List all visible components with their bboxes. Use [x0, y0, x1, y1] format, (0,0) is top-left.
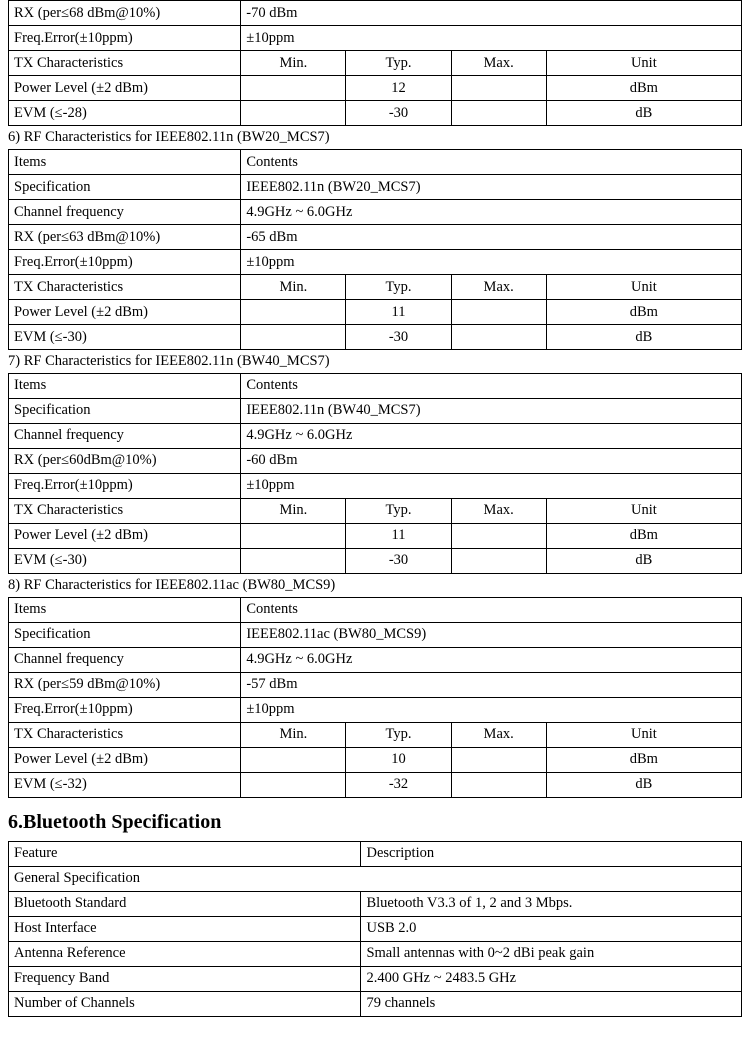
table-header-row: [9, 51, 742, 76]
row-value: IEEE802.11ac (BW80_MCS9): [241, 622, 742, 647]
cell-min: [241, 523, 346, 548]
table-row: [9, 866, 742, 891]
cell-unit: dB: [546, 101, 741, 126]
row-label: RX (per≤68 dBm@10%): [9, 1, 241, 26]
rf-table-11n-bw40: [8, 373, 742, 574]
row-value: Small antennas with 0~2 dBi peak gain: [361, 941, 742, 966]
table-row: [9, 966, 742, 991]
table-row: [9, 101, 742, 126]
section-heading-7: 7) RF Characteristics for IEEE802.11n (BW40_MCS7): [8, 352, 330, 369]
row-label: Items: [9, 597, 241, 622]
row-label: Bluetooth Standard: [9, 891, 361, 916]
row-value: Contents: [241, 149, 742, 174]
column-header-min: Min.: [241, 51, 346, 76]
table-row: [9, 448, 742, 473]
row-value: Contents: [241, 373, 742, 398]
table-header-row: [9, 373, 742, 398]
cell-typ: -30: [346, 548, 451, 573]
table-row: [9, 324, 742, 349]
table-row: [9, 249, 742, 274]
row-label: EVM (≤-32): [9, 772, 241, 797]
row-value: 79 channels: [361, 991, 742, 1016]
cell-min: [241, 747, 346, 772]
table-row: [9, 224, 742, 249]
cell-min: [241, 76, 346, 101]
table-row: [9, 1, 742, 26]
cell-max: [451, 772, 546, 797]
table-row: [9, 76, 742, 101]
rf-table-11n-bw20: [8, 149, 742, 350]
row-value: -65 dBm: [241, 224, 742, 249]
row-label: Power Level (±2 dBm): [9, 523, 241, 548]
row-label: Freq.Error(±10ppm): [9, 697, 241, 722]
row-label: RX (per≤63 dBm@10%): [9, 224, 241, 249]
row-label: EVM (≤-28): [9, 101, 241, 126]
column-header-unit: Unit: [546, 722, 741, 747]
row-value: -70 dBm: [241, 1, 742, 26]
column-header-min: Min.: [241, 498, 346, 523]
row-label: Channel frequency: [9, 647, 241, 672]
row-label: Number of Channels: [9, 991, 361, 1016]
table-row: [9, 199, 742, 224]
table-row: [9, 473, 742, 498]
row-label: EVM (≤-30): [9, 548, 241, 573]
cell-max: [451, 101, 546, 126]
row-label: Power Level (±2 dBm): [9, 76, 241, 101]
cell-unit: dB: [546, 324, 741, 349]
table-header-row: [9, 149, 742, 174]
column-header-typ: Typ.: [346, 51, 451, 76]
row-label: Channel frequency: [9, 423, 241, 448]
row-label: Frequency Band: [9, 966, 361, 991]
cell-typ: 12: [346, 76, 451, 101]
table-row: [9, 672, 742, 697]
cell-min: [241, 548, 346, 573]
tx-characteristics-label: TX Characteristics: [9, 722, 241, 747]
row-value: ±10ppm: [241, 697, 742, 722]
row-value: -57 dBm: [241, 672, 742, 697]
cell-unit: dBm: [546, 76, 741, 101]
column-header-feature: Feature: [9, 841, 361, 866]
row-label: Items: [9, 373, 241, 398]
row-value: ±10ppm: [241, 249, 742, 274]
row-value: Contents: [241, 597, 742, 622]
row-label: Power Level (±2 dBm): [9, 747, 241, 772]
table-row: [9, 941, 742, 966]
cell-min: [241, 772, 346, 797]
row-value: 4.9GHz ~ 6.0GHz: [241, 647, 742, 672]
row-value: 4.9GHz ~ 6.0GHz: [241, 423, 742, 448]
column-header-max: Max.: [451, 274, 546, 299]
cell-typ: -30: [346, 101, 451, 126]
tx-characteristics-label: TX Characteristics: [9, 498, 241, 523]
table-row: [9, 26, 742, 51]
row-label: RX (per≤59 dBm@10%): [9, 672, 241, 697]
row-label: Channel frequency: [9, 199, 241, 224]
cell-typ: 11: [346, 523, 451, 548]
row-value: IEEE802.11n (BW20_MCS7): [241, 174, 742, 199]
section-heading-6: 6) RF Characteristics for IEEE802.11n (BW20_MCS7): [8, 129, 330, 145]
row-label: Power Level (±2 dBm): [9, 299, 241, 324]
table-row: [9, 523, 742, 548]
cell-unit: dBm: [546, 747, 741, 772]
table-row: [9, 647, 742, 672]
row-value: IEEE802.11n (BW40_MCS7): [241, 398, 742, 423]
row-label: EVM (≤-30): [9, 324, 241, 349]
row-label: Freq.Error(±10ppm): [9, 26, 241, 51]
cell-unit: dB: [546, 772, 741, 797]
table-header-row: [9, 597, 742, 622]
rf-table-continued: [8, 0, 742, 126]
table-row: [9, 548, 742, 573]
column-header-typ: Typ.: [346, 498, 451, 523]
row-value: Bluetooth V3.3 of 1, 2 and 3 Mbps.: [361, 891, 742, 916]
cell-max: [451, 324, 546, 349]
cell-unit: dB: [546, 548, 741, 573]
row-label: Antenna Reference: [9, 941, 361, 966]
cell-max: [451, 299, 546, 324]
column-header-max: Max.: [451, 51, 546, 76]
column-header-unit: Unit: [546, 498, 741, 523]
row-label: Specification: [9, 174, 241, 199]
cell-min: [241, 101, 346, 126]
tx-characteristics-label: TX Characteristics: [9, 274, 241, 299]
bluetooth-spec-table: [8, 841, 742, 1017]
table-header-row: [9, 722, 742, 747]
table-row: [9, 299, 742, 324]
column-header-max: Max.: [451, 498, 546, 523]
cell-typ: 11: [346, 299, 451, 324]
row-value: ±10ppm: [241, 26, 742, 51]
row-value: ±10ppm: [241, 473, 742, 498]
column-header-typ: Typ.: [346, 274, 451, 299]
table-row: [9, 423, 742, 448]
table-row: [9, 398, 742, 423]
section-heading-8: 8) RF Characteristics for IEEE802.11ac (BW80_MCS9): [8, 576, 336, 593]
table-row: [9, 697, 742, 722]
cell-max: [451, 548, 546, 573]
cell-unit: dBm: [546, 299, 741, 324]
column-header-max: Max.: [451, 722, 546, 747]
column-header-description: Description: [361, 841, 742, 866]
column-header-unit: Unit: [546, 274, 741, 299]
column-header-min: Min.: [241, 722, 346, 747]
row-label: Freq.Error(±10ppm): [9, 473, 241, 498]
row-label: Specification: [9, 398, 241, 423]
tx-characteristics-label: TX Characteristics: [9, 51, 241, 76]
row-value: USB 2.0: [361, 916, 742, 941]
row-value: 4.9GHz ~ 6.0GHz: [241, 199, 742, 224]
row-label: Host Interface: [9, 916, 361, 941]
cell-typ: -32: [346, 772, 451, 797]
table-row: [9, 916, 742, 941]
row-value: -60 dBm: [241, 448, 742, 473]
cell-max: [451, 523, 546, 548]
table-header-row: [9, 274, 742, 299]
table-row: [9, 174, 742, 199]
cell-typ: 10: [346, 747, 451, 772]
cell-unit: dBm: [546, 523, 741, 548]
table-row: [9, 622, 742, 647]
table-row: [9, 772, 742, 797]
row-label: RX (per≤60dBm@10%): [9, 448, 241, 473]
cell-min: [241, 299, 346, 324]
page-title-bluetooth: 6.Bluetooth Specification: [8, 810, 222, 833]
row-value: 2.400 GHz ~ 2483.5 GHz: [361, 966, 742, 991]
table-header-row: [9, 498, 742, 523]
cell-typ: -30: [346, 324, 451, 349]
column-header-unit: Unit: [546, 51, 741, 76]
table-header-row: [9, 841, 742, 866]
cell-max: [451, 76, 546, 101]
column-header-typ: Typ.: [346, 722, 451, 747]
rf-table-11ac-bw80: [8, 597, 742, 798]
row-label: Specification: [9, 622, 241, 647]
row-label: General Specification: [9, 866, 742, 891]
row-label: Freq.Error(±10ppm): [9, 249, 241, 274]
table-row: [9, 747, 742, 772]
row-label: Items: [9, 149, 241, 174]
cell-min: [241, 324, 346, 349]
table-row: [9, 991, 742, 1016]
column-header-min: Min.: [241, 274, 346, 299]
cell-max: [451, 747, 546, 772]
table-row: [9, 891, 742, 916]
